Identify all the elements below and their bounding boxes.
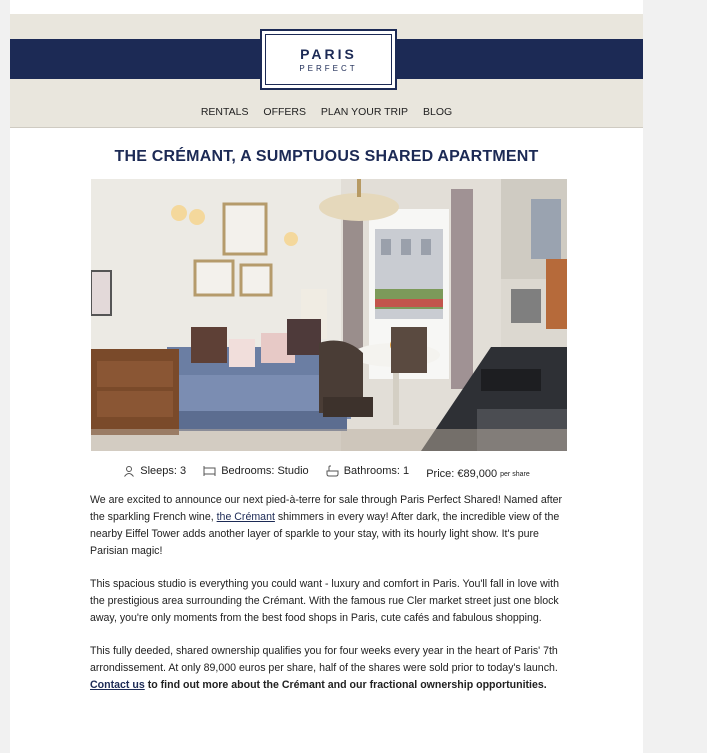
sleeps-label: Sleeps: 3 [140, 465, 187, 477]
bedrooms-label: Bedrooms: Studio [221, 465, 309, 477]
logo[interactable] [260, 29, 397, 90]
nav-offers[interactable]: OFFERS [263, 106, 306, 118]
cremant-link[interactable]: the Crémant [216, 511, 275, 523]
paragraph-1 [90, 492, 566, 560]
nav-rentals[interactable]: RENTALS [200, 106, 249, 118]
feature-price [426, 468, 530, 480]
p1-text-a: We are excited to announce our next pied-à-terre for sale through Paris Perfect Shared! Named after the sparkling French wine, [90, 494, 563, 523]
page [10, 0, 643, 753]
bed-icon [203, 465, 216, 477]
article-body [90, 492, 566, 710]
logo-main: PARIS [300, 45, 357, 62]
features-row [10, 465, 643, 480]
top-strip [10, 0, 643, 14]
price-note: per share [500, 470, 530, 478]
paragraph-2: This spacious studio is everything you could want - luxury and comfort in Paris. You'll fall in love with the prestigious area surrounding the Crémant. With the famous rue Cler market street just one block away, you're only moments from the best food shops in Paris, cute cafés and fabulous shopping. [90, 578, 559, 624]
contact-us-link[interactable]: Contact us [90, 679, 145, 691]
main-nav [10, 106, 643, 118]
feature-bedrooms [203, 465, 308, 477]
paragraph-3 [90, 643, 566, 694]
nav-plan-your-trip[interactable]: PLAN YOUR TRIP [320, 106, 409, 118]
bathtub-icon [326, 465, 339, 477]
feature-sleeps [123, 465, 186, 477]
apartment-photo [91, 179, 567, 451]
p3-text-b: to find out more about the Crémant and our fractional ownership opportunities. [144, 679, 547, 691]
feature-bathrooms [326, 465, 409, 477]
nav-blog[interactable]: BLOG [422, 106, 453, 118]
page-title: THE CRÉMANT, A SUMPTUOUS SHARED APARTMENT [114, 148, 539, 165]
person-icon [123, 465, 135, 477]
p1-text-b: shimmers in every way! After dark, the incredible view of the nearby Eiffel Tower adds another layer of sparkle to your stay, with its hourly light show. It's pure Parisian magic! [90, 511, 560, 557]
logo-sub: PERFECT [299, 63, 358, 73]
p3-text-a: This fully deeded, shared ownership qualifies you for four weeks every year in the heart of Paris' 7th arrondissement. At only 89,000 euros per share, half of the shares were sold prior to today's launch. [90, 645, 558, 674]
price-label: Price: €89,000 [426, 468, 498, 480]
bathrooms-label: Bathrooms: 1 [343, 465, 410, 477]
nav-divider [10, 127, 643, 128]
